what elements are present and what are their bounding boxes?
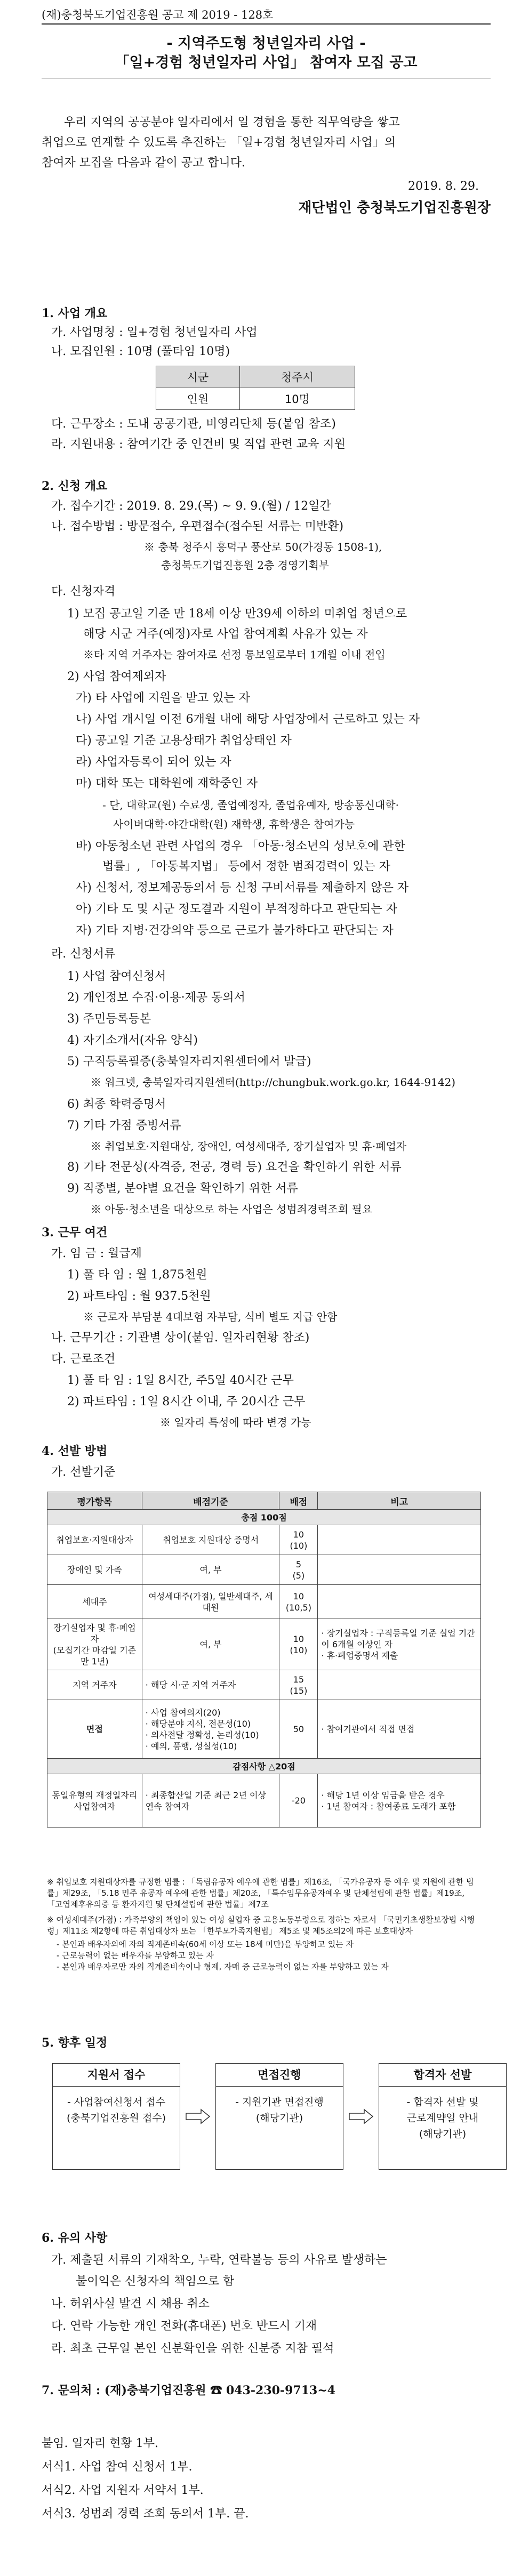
s3-a2: 2) 파트타임 : 월 937.5천원 xyxy=(67,1290,211,1303)
arrow-right-icon xyxy=(343,2063,379,2170)
s3-item-c: 다. 근로조건 xyxy=(51,1353,116,1366)
s6-item-b: 나. 허위사실 발견 시 채용 취소 xyxy=(51,2297,210,2311)
table-row: 지역 거주자 xyxy=(47,1670,142,1700)
intro-line-3: 참여자 모집을 다음과 같이 공고 합니다. xyxy=(42,156,245,170)
criteria-header-standard: 배점기준 xyxy=(142,1492,279,1510)
s3-item-b: 나. 근무기간 : 기관별 상이(붙임. 일자리현황 참조) xyxy=(51,1331,310,1345)
table-row: 장기실업자 및 휴·폐업자 (모집기간 마감일 기준 만 1년) xyxy=(47,1619,142,1670)
s2-c2a: 가) 타 사업에 지원을 받고 있는 자 xyxy=(76,691,250,705)
s2-d6: 6) 최종 학력증명서 xyxy=(67,1098,166,1111)
criteria-header-item: 평가항목 xyxy=(47,1492,142,1510)
intro-line-1: 우리 지역의 공공분야 일자리에서 일 경험을 통한 직무역량을 쌓고 xyxy=(64,116,400,129)
s2-c2e-note-1: - 단, 대학교(원) 수료생, 졸업예정자, 졸업유예자, 방송통신대학· xyxy=(102,799,399,811)
s6-item-c: 다. 연락 가능한 개인 전화(휴대폰) 번호 반드시 기재 xyxy=(51,2320,317,2333)
s2-item-a: 가. 접수기간 : 2019. 8. 29.(목) ~ 9. 9.(월) / 12일간 xyxy=(51,500,331,513)
schedule-step-application: 지원서 접수 - 사업참여신청서 접수 (충북기업진흥원 접수) xyxy=(52,2063,180,2170)
table-row-value: 10명 xyxy=(239,388,355,410)
attachment-3: 서식2. 사업 지원자 서약서 1부. xyxy=(42,2484,204,2497)
s3-a-note: ※ 근로자 부담분 4대보험 자부담, 식비 별도 지급 안함 xyxy=(83,1310,338,1323)
s3-c-note: ※ 일자리 특성에 따라 변경 가능 xyxy=(160,1416,311,1429)
s1-item-b: 나. 모집인원 : 10명 (풀타임 10명) xyxy=(51,345,230,358)
issuer-name: 재단법인 충청북도기업진흥원장 xyxy=(298,200,491,216)
attachment-4: 서식3. 성범죄 경력 조회 동의서 1부. 끝. xyxy=(42,2507,249,2521)
s6-item-a-1: 가. 제출된 서류의 기재착오, 누락, 연락불능 등의 사유로 발생하는 xyxy=(51,2253,387,2267)
s6-item-d: 라. 최초 근무일 본인 신분확인을 위한 신분증 지참 필석 xyxy=(51,2342,334,2355)
s2-d3: 3) 주민등록등본 xyxy=(67,1012,151,1026)
selection-criteria-table: 평가항목 배점기준 배점 비고 총점 100점 취업보호·지원대상자 취업보호 지원대상 증명서 10 (10) 장애인 및 가족 여, 부 5 (5) 세대주 여성세대주(가점), 일반세대주, 세대원 10 (10,5) 장기실업자 및 휴·폐업자 (모집기간 마감일 기준 만 1년) 여, 부 10 (10) · 장기실업자 : 구직등록일 기준 실업 기간이 6개월 이상인 자 · 휴·폐업증명서 제출 지역 거주자 · 해당 시·군 지역 거주자 15 (15) 면접 · 사업 참여의지(20) · 해당분야 지식, 전문성(10) · 의사전달 정확성, 논리성(10) · 예의, 품행, 성실성(10) 50 · 참여기관에서 직접 면접 감점사항 △20점 동일유형의 재정일자리 사업참여자 · 최종합산일 기준 최근 2년 이상 연속 참여자 -20 · 해당 1년 이상 임금을 받은 경우 · 1년 참여자 : 참여종료 도래가 포함 xyxy=(47,1492,481,1828)
title-line-1: - 지역주도형 청년일자리 사업 - xyxy=(166,35,366,52)
s2-c2f-line-1: 바) 아동청소년 관련 사업의 경우 「아동·청소년의 성보호에 관한 xyxy=(76,840,405,853)
section-4-heading: 4. 선발 방법 xyxy=(42,1444,108,1458)
s2-c2e-note-2: 사이버대학·야간대학(원) 재학생, 휴학생은 참여가능 xyxy=(113,818,355,831)
criteria-total-band: 총점 100점 xyxy=(47,1510,481,1525)
section-1-heading: 1. 사업 개요 xyxy=(42,307,108,320)
attachment-2: 서식1. 사업 참여 신청서 1부. xyxy=(42,2460,193,2474)
notice-number: (재)충청북도기업진흥원 공고 제 2019 - 128호 xyxy=(42,9,274,21)
arrow-right-icon xyxy=(180,2063,215,2170)
criteria-header-score: 배점 xyxy=(279,1492,318,1510)
notice-date: 2019. 8. 29. xyxy=(408,180,479,193)
s2-d9-note: ※ 아동·청소년을 대상으로 하는 사업은 성범죄경력조회 필요 xyxy=(91,1203,373,1215)
s2-c2c: 다) 공고일 기준 고용상태가 취업상태인 자 xyxy=(76,734,292,747)
s2-d5-note: ※ 워크넷, 충북일자리지원센터(http://chungbuk.work.go.kr, 1644-9142) xyxy=(91,1076,456,1089)
s2-address-note-2: 충청북도기업진흥원 2층 경영기획부 xyxy=(161,559,330,571)
recruit-count-table xyxy=(156,366,355,410)
s2-c2b: 나) 사업 개시일 이전 6개월 내에 해당 사업장에서 근로하고 있는 자 xyxy=(76,713,420,726)
criteria-notes xyxy=(47,1877,481,1973)
attachment-1: 붙임. 일자리 현황 1부. xyxy=(42,2437,158,2450)
table-row: 장애인 및 가족 xyxy=(47,1555,142,1585)
s2-d2: 2) 개인정보 수집·이용·제공 동의서 xyxy=(67,991,245,1004)
s2-c2: 2) 사업 참여제외자 xyxy=(67,670,166,683)
section-2-heading: 2. 신청 개요 xyxy=(42,479,108,493)
s2-item-c: 다. 신청자격 xyxy=(51,585,116,598)
s2-d7: 7) 기타 가점 증빙서류 xyxy=(67,1119,181,1132)
criteria-note-1: ※ 취업보호 지원대상자를 규정한 법률 : 「독립유공자 예우에 관한 법률」제16조, 「국가유공자 등 예우 및 지원에 관한 법률」제29조, 「5.18 민주 유공자 예우에 관한 법률」제20조, 「특수임무유공자예우 및 단체설립에 관한 법률」제19조, 「고엽제후유의증 등 환자지원 및 단체설립에 관한 법률」제7조 xyxy=(47,1877,474,1909)
s2-d1: 1) 사업 참여신청서 xyxy=(67,970,166,983)
s2-c2e: 마) 대학 또는 대학원에 재학중인 자 xyxy=(76,777,258,790)
s2-c2i: 자) 기타 지병·건강의약 등으로 근로가 불가하다고 판단되는 자 xyxy=(76,924,394,937)
s2-c2g: 사) 신청서, 정보제공동의서 등 신청 구비서류를 제출하지 않은 자 xyxy=(76,881,409,895)
s2-d7-note: ※ 취업보호·지원대상, 장애인, 여성세대주, 장기실업자 및 휴·폐업자 xyxy=(91,1140,407,1153)
table-header-cheongju: 청주시 xyxy=(239,366,355,388)
s1-item-d: 라. 지원내용 : 참여기간 중 인건비 및 직업 관련 교육 지원 xyxy=(51,438,346,451)
s3-a1: 1) 풀 타 임 : 월 1,875천원 xyxy=(67,1268,207,1282)
criteria-note-2: ※ 여성세대주(가점) : 가족부양의 책임이 있는 여성 실업자 중 고용노동부령으로 정하는 자로서 「국민기초생활보장법 시행령」제11조 제2항에 따른 취업대상자 또는 「한부모가족지원법」 제5조 및 제5조의2에 따른 보호대상자 xyxy=(47,1915,475,1936)
s6-item-a-2: 불이익은 신청자의 책임으로 함 xyxy=(76,2275,235,2288)
schedule-step-selection: 합격자 선발 - 합격자 선발 및 근로계약일 안내 (해당기관) xyxy=(379,2063,507,2170)
s2-c1-note: ※타 지역 거주자는 참여자로 선정 통보일로부터 1개월 이내 전입 xyxy=(83,648,386,661)
s2-d4: 4) 자기소개서(자유 양식) xyxy=(67,1034,198,1047)
table-row: 면접 xyxy=(47,1700,142,1759)
s2-d5: 5) 구직등록필증(충북일자리지원센터에서 발급) xyxy=(67,1055,311,1068)
s4-subheading: 가. 선발기준 xyxy=(51,1466,116,1479)
s1-item-a: 가. 사업명칭 : 일+경험 청년일자리 사업 xyxy=(51,326,258,339)
s2-c1-line-1: 1) 모집 공고일 기준 만 18세 이상 만39세 이하의 미취업 청년으로 xyxy=(67,607,407,621)
criteria-deduction-band: 감점사항 △20점 xyxy=(47,1759,481,1774)
s3-c1: 1) 풀 타 임 : 1일 8시간, 주5일 40시간 근무 xyxy=(67,1374,294,1387)
title-line-2: 「일+경험 청년일자리 사업」 참여자 모집 공고 xyxy=(115,54,418,71)
section-3-heading: 3. 근무 여건 xyxy=(42,1226,108,1239)
s2-address-note-1: ※ 충북 청주시 흥덕구 풍산로 50(가경동 1508-1), xyxy=(144,541,382,553)
s2-c2d: 라) 사업자등록이 되어 있는 자 xyxy=(76,755,231,769)
s2-c2h: 아) 기타 도 및 시군 정도결과 지원이 부적정하다고 판단되는 자 xyxy=(76,903,397,916)
criteria-note-4: - 근로능력이 없는 배우자를 부양하고 있는 자 xyxy=(57,1951,214,1960)
s2-d8: 8) 기타 전문성(자격증, 전공, 경력 등) 요건을 확인하기 위한 서류 xyxy=(67,1161,402,1174)
s2-c1-line-2: 해당 시군 거주(예정)자로 사업 참여계획 사유가 있는 자 xyxy=(83,627,368,641)
s3-c2: 2) 파트타임 : 1일 8시간 이내, 주 20시간 근무 xyxy=(67,1395,306,1408)
s3-item-a: 가. 임 금 : 월급제 xyxy=(51,1247,142,1260)
schedule-flow xyxy=(52,2063,507,2170)
s2-item-b: 나. 접수방법 : 방문접수, 우편접수(접수된 서류는 미반환) xyxy=(51,520,344,533)
table-row: 동일유형의 재정일자리 사업참여자 xyxy=(47,1774,142,1828)
schedule-step-interview: 면접진행 - 지원기관 면접진행 (해당기관) xyxy=(215,2063,343,2170)
table-header-city: 시군 xyxy=(156,366,240,388)
header-rule xyxy=(42,23,491,25)
s2-c2f-line-2: 법률」, 「아동복지법」 등에서 정한 범죄경력이 있는 자 xyxy=(102,860,390,873)
criteria-note-3: - 본인과 배우자외에 자의 직계존비속(60세 이상 또는 18세 미만)을 부양하고 있는 자 xyxy=(57,1939,354,1949)
s2-d9: 9) 직종별, 분야별 요건을 확인하기 위한 서류 xyxy=(67,1182,298,1195)
table-row: 취업보호·지원대상자 xyxy=(47,1525,142,1555)
s1-item-c: 다. 근무장소 : 도내 공공기관, 비영리단체 등(붙임 참조) xyxy=(51,417,336,431)
section-6-heading: 6. 유의 사항 xyxy=(42,2231,108,2245)
section-7-heading: 7. 문의처 : (재)충북기업진흥원 ☎ 043-230-9713~4 xyxy=(42,2384,336,2397)
criteria-note-5: - 본인과 배우자로만 자의 직계존비속이나 형제, 자매 중 근로능력이 없는 자를 부양하고 있는 자 xyxy=(57,1962,389,1971)
criteria-header-note: 비고 xyxy=(318,1492,481,1510)
s2-item-d: 라. 신청서류 xyxy=(51,947,116,961)
table-row-label: 인원 xyxy=(156,388,240,410)
section-5-heading: 5. 향후 일정 xyxy=(42,2036,108,2050)
table-row: 세대주 xyxy=(47,1585,142,1619)
intro-line-2: 취업으로 연계할 수 있도록 추진하는 「일+경험 청년일자리 사업」의 xyxy=(42,136,396,149)
